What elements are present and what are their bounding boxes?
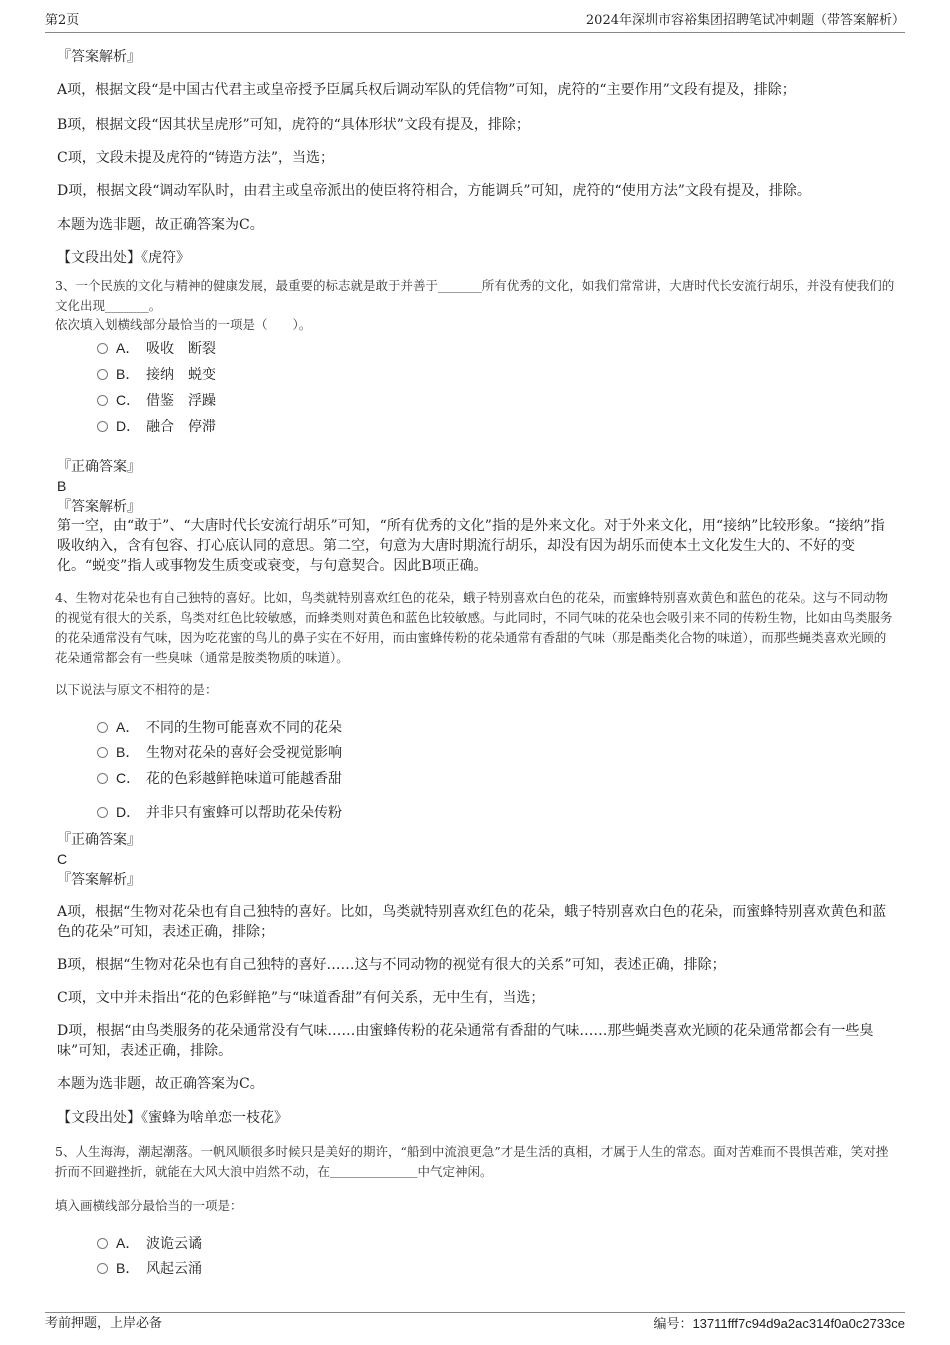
q2-source: 【文段出处】《虎符》 [57,250,190,266]
radio-circle-icon[interactable] [97,773,108,784]
page-header [45,10,905,33]
footer-slogan: 考前押题，上岸必备 [45,1316,163,1331]
radio-circle-icon[interactable] [97,747,108,758]
q3-answer-label: 『正确答案』 [57,459,141,475]
q4-analysis-d: D项，根据“由鸟类服务的花朵通常没有气味……由蜜蜂传粉的花朵通常有香甜的气味……那些蝇类喜欢光顾的花朵通常都会有一些臭味”可知，表述正确，排除。 [57,1023,874,1059]
q4-prompt: 以下说法与原文不相符的是： [55,682,218,697]
q3-analysis-label: 『答案解析』 [57,499,141,515]
q5-stem: 5、人生海海，潮起潮落。一帆风顺很多时候只是美好的期许，“船到中流浪更急”才是生活的真相，才属于人生的常态。面对苦难而不畏惧苦难，笑对挫折而不回避挫折，就能在大风大浪中岿然不动，在＿＿＿＿＿＿＿中气定神闲。 [55,1144,889,1179]
radio-circle-icon[interactable] [97,395,108,406]
radio-circle-icon[interactable] [97,421,108,432]
q4-analysis-label: 『答案解析』 [57,872,141,888]
q4-source: 【文段出处】《蜜蜂为啥单恋一枝花》 [57,1110,288,1126]
radio-circle-icon[interactable] [97,343,108,354]
radio-circle-icon[interactable] [97,369,108,380]
q2-analysis-a: A项，根据文段“是中国古代君主或皇帝授予臣属兵权后调动军队的凭信物”可知，虎符的“主要作用”文段有提及，排除； [57,82,796,98]
q2-analysis-label: 『答案解析』 [57,49,141,65]
page-footer [45,1312,905,1331]
q4-answer-label: 『正确答案』 [57,832,141,848]
q4-answer: C [57,851,68,867]
q4-option-b[interactable]: B． 生物对花朵的喜好会受视觉影响 [97,742,342,763]
document-title: 2024年深圳市容裕集团招聘笔试冲刺题（带答案解析） [585,13,905,28]
q4-option-a[interactable]: A． 不同的生物可能喜欢不同的花朵 [97,717,342,738]
q3-stem: 3、一个民族的文化与精神的健康发展，最重要的标志就是敢于并善于_______所有优秀的文化，如我们常常讲，大唐时代长安流行胡乐，并没有使我们的文化出现_______。 [55,278,895,313]
q3-answer: B [57,478,67,494]
q4-analysis-b: B项，根据“生物对花朵也有自己独特的喜好……这与不同动物的视觉有很大的关系”可知，表述正确，排除； [57,957,726,973]
document-id: 编号：13711fff7c94d9a2ac314f0a0c2733ce [653,1316,905,1331]
q3-prompt: 依次填入划横线部分最恰当的一项是（ ）。 [55,317,312,332]
q4-option-c[interactable]: C． 花的色彩越鲜艳味道可能越香甜 [97,768,342,789]
q5-option-a[interactable]: A． 波诡云谲 [97,1233,202,1254]
radio-circle-icon[interactable] [97,1238,108,1249]
q3-option-c[interactable]: C． 借鉴 浮躁 [97,390,216,411]
page-number: 第2页 [45,13,80,28]
q3-analysis: 第一空，由“敢于”、“大唐时代长安流行胡乐”可知，“所有优秀的文化”指的是外来文化。对于外来文化，用“接纳”比较形象。“接纳”指吸收纳入，含有包容、打心底认同的意思。第二空，句意为大唐时期流行胡乐，却没有因为胡乐而使本土文化发生大的、不好的变化。“蜕变”指人或事物发生质变或衰变，与句意契合。因此B项正确。 [57,518,885,574]
q2-analysis-b: B项，根据文段“因其状呈虎形”可知，虎符的“具体形状”文段有提及，排除； [57,117,530,133]
q4-option-d[interactable]: D． 并非只有蜜蜂可以帮助花朵传粉 [97,802,342,823]
q2-analysis-d: D项，根据文段“调动军队时，由君主或皇帝派出的使臣将符相合，方能调兵”可知，虎符的“使用方法”文段有提及，排除。 [57,183,811,199]
q4-analysis-a: A项，根据“生物对花朵也有自己独特的喜好。比如，鸟类就特别喜欢红色的花朵，蛾子特别喜欢白色的花朵，而蜜蜂特别喜欢黄色和蓝色的花朵”可知，表述正确，排除； [57,904,887,940]
radio-circle-icon[interactable] [97,722,108,733]
radio-circle-icon[interactable] [97,1263,108,1274]
q3-option-d[interactable]: D． 融合 停滞 [97,416,216,437]
q2-conclusion: 本题为选非题，故正确答案为C。 [57,217,264,233]
q5-option-b[interactable]: B． 风起云涌 [97,1258,202,1279]
q3-option-b[interactable]: B． 接纳 蜕变 [97,364,216,385]
radio-circle-icon[interactable] [97,807,108,818]
q2-analysis-c: C项，文段未提及虎符的“铸造方法”，当选； [57,150,335,166]
q4-analysis-c: C项，文中并未指出“花的色彩鲜艳”与“味道香甜”有何关系，无中生有，当选； [57,990,545,1006]
q4-stem: 4、生物对花朵也有自己独特的喜好。比如，鸟类就特别喜欢红色的花朵，蛾子特别喜欢白色的花朵，而蜜蜂特别喜欢黄色和蓝色的花朵。这与不同动物的视觉有很大的关系，鸟类对红色比较敏感，而蜂类则对黄色和蓝色比较敏感。与此同时，不同气味的花朵也会吸引来不同的传粉生物，比如由鸟类服务的花朵通常没有气味，因为吃花蜜的鸟儿的鼻子实在不好用，而由蜜蜂传粉的花朵通常有香甜的气味（那是酯类化合物的味道），而那些蝇类喜欢光顾的花朵通常都会有一些臭味（通常是胺类物质的味道）。 [55,590,893,665]
q5-prompt: 填入画横线部分最恰当的一项是： [55,1198,243,1213]
q3-option-a[interactable]: A． 吸收 断裂 [97,338,216,359]
q4-conclusion: 本题为选非题，故正确答案为C。 [57,1076,264,1092]
